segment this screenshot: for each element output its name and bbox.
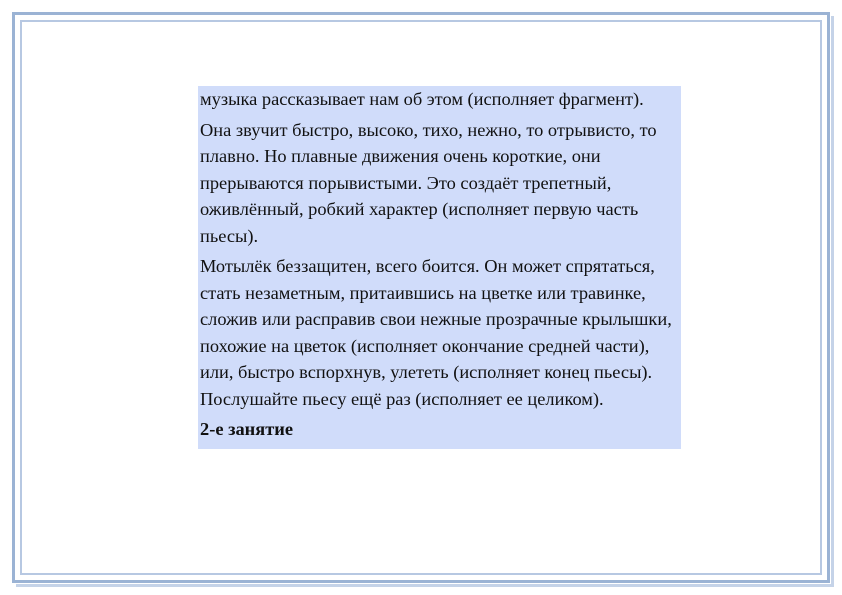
slide-text-block — [198, 86, 681, 449]
paragraph-intro: музыка рассказывает нам об этом (исполняет фрагмент). — [200, 89, 644, 109]
lesson-heading: 2-е занятие — [200, 419, 294, 439]
paragraph-moth: Мотылёк беззащитен, всего боится. Он может спрятаться, стать незаметным, притаившись на цветке или травинке, сложив или расправив свои нежные прозрачные крылышки, похожие на цветок (исполняет окончание средней части), или, быстро вспорхнув, улететь (исполняет конец пьесы). — [200, 256, 672, 382]
paragraph-character: Она звучит быстро, высоко, тихо, нежно, то отрывисто, то плавно. Но плавные движения очень короткие, они прерываются порывистыми. Это создаёт трепетный, оживлённый, робкий характер (исполняет первую часть пьесы). — [200, 119, 657, 246]
paragraph-listen-again: Послушайте пьесу ещё раз (исполняет ее целиком). — [200, 388, 604, 409]
